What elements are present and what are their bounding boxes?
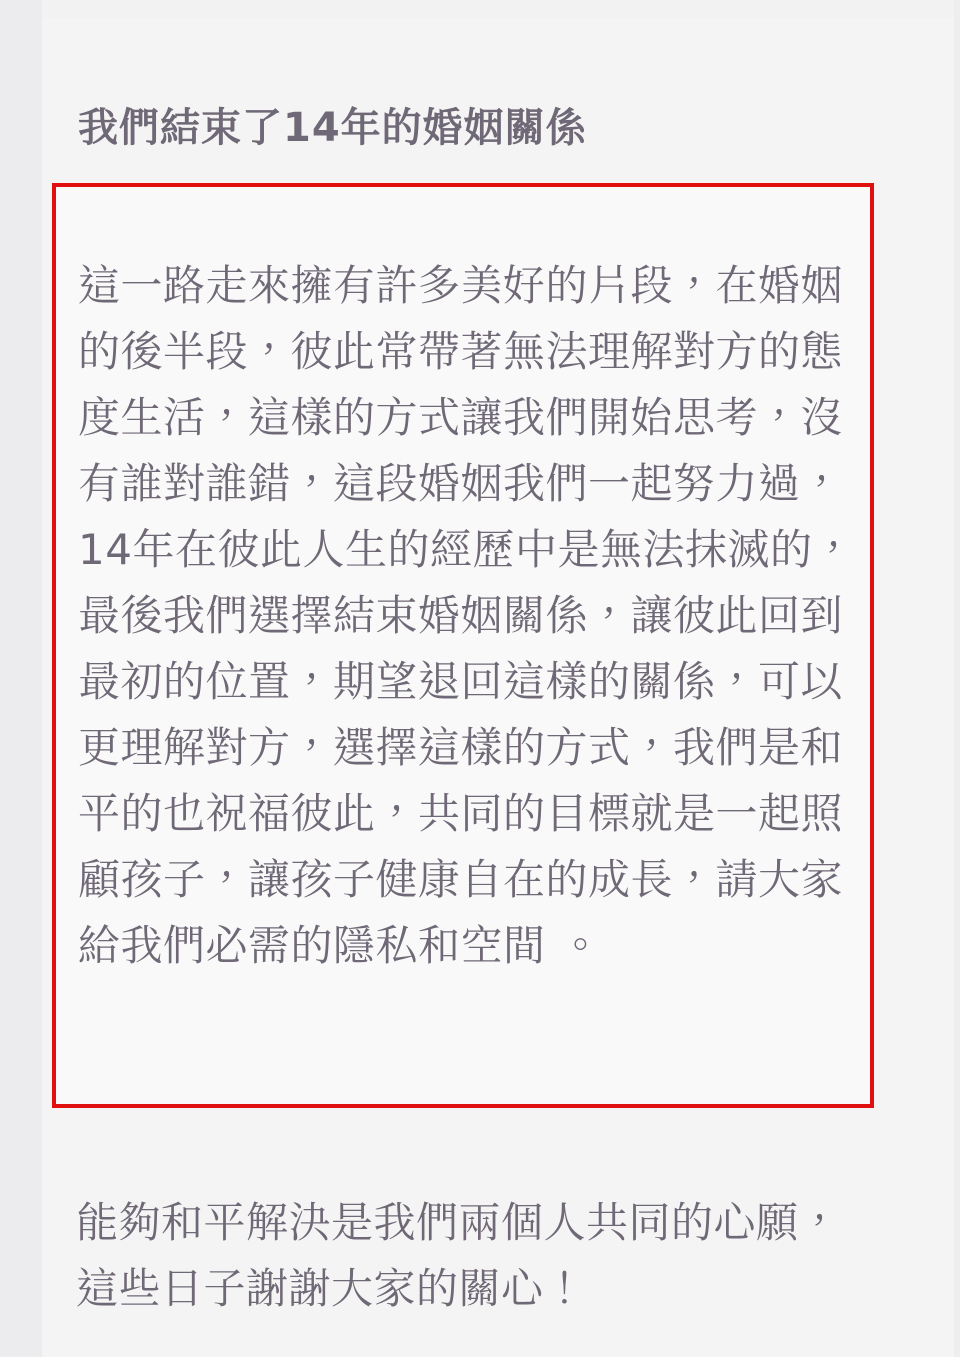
right-edge-shade — [954, 0, 960, 1357]
closing-paragraph: 能夠和平解決是我們兩個人共同的心願，這些日子謝謝大家的關心！ — [76, 1198, 842, 1313]
page-title: 我們結束了14年的婚姻關係 — [78, 104, 587, 151]
top-edge-strip — [0, 0, 960, 18]
left-edge-shade — [0, 0, 42, 1357]
highlighted-statement-box — [52, 183, 874, 1108]
statement-paragraph: 這一路走來擁有許多美好的片段，在婚姻的後半段，彼此常帶著無法理解對方的態度生活，這樣的方式讓我們開始思考，沒有誰對誰錯，這段婚姻我們一起努力過，14年在彼此人生的經歷中是無法抹滅的，最後我們選擇結束婚姻關係，讓彼此回到最初的位置，期望退回這樣的關係，可以更理解對方，選擇這樣的方式，我們是和平的也祝福彼此，共同的目標就是一起照顧孩子，讓孩子健康自在的成長，請大家給我們必需的隱私和空間 。 — [78, 261, 855, 970]
